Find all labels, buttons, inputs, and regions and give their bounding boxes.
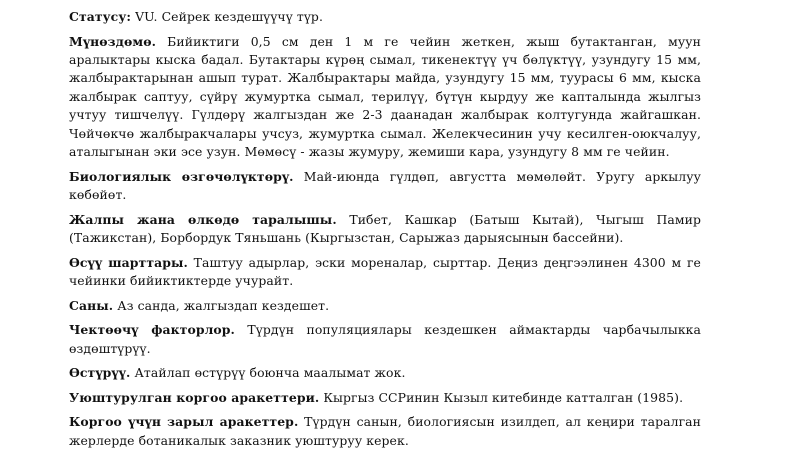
document-body: [69, 8, 701, 456]
habitat-paragraph: [69, 254, 701, 291]
description-label: Мүнөздөмө.: [69, 33, 157, 49]
abundance-text: Аз санда, жалгыздап кездешет.: [113, 297, 330, 313]
habitat-label: Өсүү шарттары.: [69, 254, 188, 270]
biology-paragraph: [69, 168, 701, 205]
protection-measures-label: Уюштурулган коргоо аракеттери.: [69, 389, 320, 405]
limiting-factors-paragraph: [69, 321, 701, 358]
habitat-text: Таштуу адырлар, эски мореналар, сырттар. Деңиз деңгээлинен 4300 м ге чейинки бийиктиктерде учурайт.: [69, 254, 701, 289]
description-text: Бийиктиги 0,5 см ден 1 м ге чейин жеткен, жыш бутактанган, муун аралыктары кыска бадал. Бутактары күрөң сымал, тикенектүү үч бөлүктүү, узундугу 15 мм, жалбырактарынан ашып турат. Жалбырактары майда, узундугу 15 мм, туурасы 6 мм, кыска жалбырак саптуу, сүйрү жумуртка сымал, терилүү, бүтүн кырдуу же капталында жылгыз учтуу тишчелүү. Гүлдөрү жалгыздан же 2-3 даанадан жалбырак колтугунда жайгашкан. Чөйчөкчө жалбыракчалары учсуз, жумуртка сымал. Желекчесинин учу кесилген-оюкчалуу, аталыгынан эки эсе узун. Мөмөсү - жазы жумуру, жемиши кара, узундугу 8 мм ге чейин.: [69, 33, 701, 160]
biology-label: Биологиялык өзгөчөлүктөрү.: [69, 168, 294, 184]
description-paragraph: [69, 33, 701, 162]
status-label: Статусу:: [69, 9, 132, 24]
status-paragraph: [69, 8, 701, 26]
distribution-paragraph: [69, 211, 701, 248]
limiting-factors-label: Чектөөчү факторлор.: [69, 322, 235, 338]
biology-text: Май-июнда гүлдөп, августта мөмөлөйт. Уругу аркылуу көбөйөт.: [69, 168, 701, 203]
status-text: VU. Сейрек кездешүүчү түр.: [131, 9, 323, 24]
required-actions-label: Коргоо үчүн зарыл аракеттер.: [69, 414, 299, 430]
distribution-text: Тибет, Кашкар (Батыш Кытай), Чыгыш Памир (Тажикстан), Борбордук Тяньшань (Кыргызстан, Сарыжаз дарыясынын бассейни).: [69, 211, 701, 246]
cultivation-text: Атайлап өстүрүү боюнча маалымат жок.: [130, 365, 406, 381]
required-actions-paragraph: [69, 413, 701, 450]
cultivation-paragraph: [69, 364, 701, 382]
limiting-factors-text: Түрдүн популяциялары кездешкен аймактарды чарбачылыкка өздөштүрүү.: [69, 322, 701, 356]
distribution-label: Жалпы жана өлкөдө таралышы.: [69, 211, 337, 227]
abundance-paragraph: [69, 297, 701, 315]
abundance-label: Саны.: [69, 297, 114, 313]
cultivation-label: Өстүрүү.: [69, 365, 131, 381]
protection-measures-paragraph: [69, 389, 701, 407]
protection-measures-text: Кыргыз ССРинин Кызыл китебинде катталган (1985).: [319, 389, 684, 405]
required-actions-text: Түрдүн санын, биологиясын изилдеп, ал кеңири таралган жерлерде ботаникалык заказник уюштуруу керек.: [69, 414, 702, 448]
